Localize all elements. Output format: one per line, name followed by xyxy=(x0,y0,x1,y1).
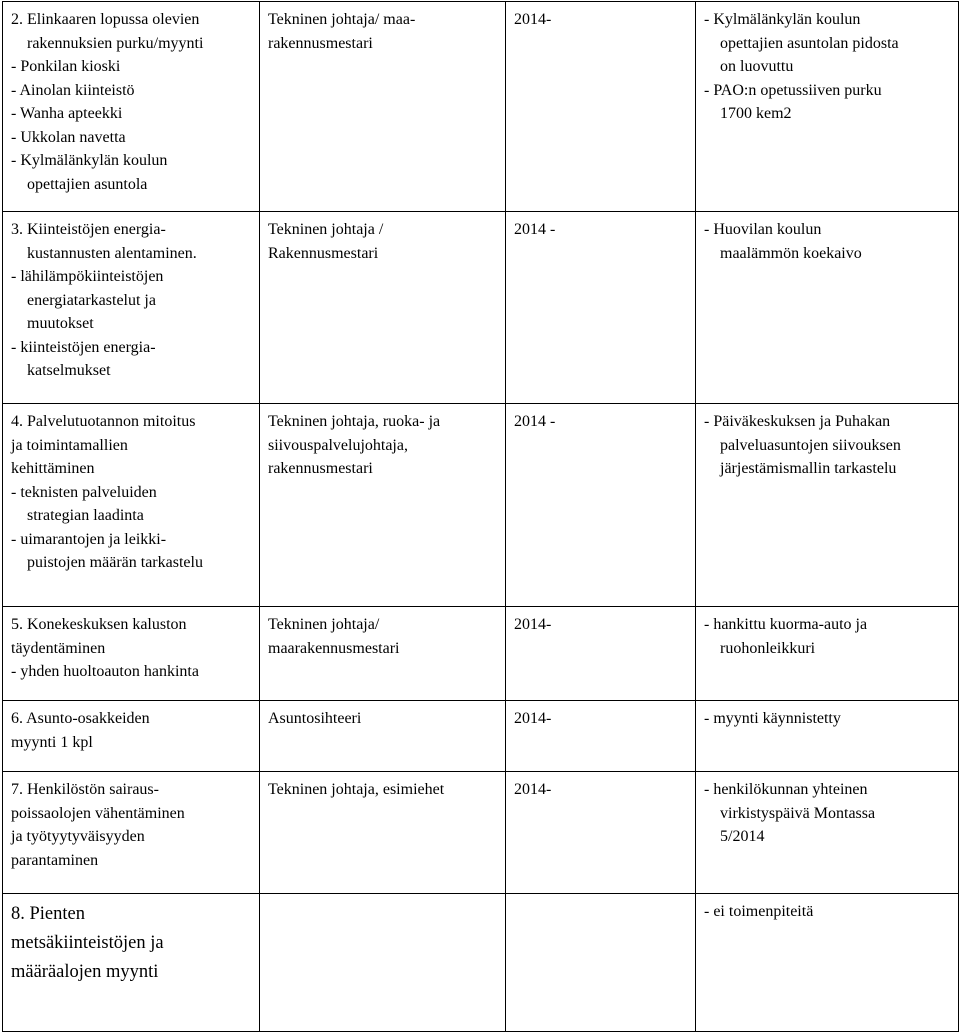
task-line: - Ponkilan kioski xyxy=(11,58,121,75)
task-cell xyxy=(3,404,260,607)
task-cell xyxy=(3,212,260,404)
status-line: - ei toimenpiteitä xyxy=(704,903,814,920)
action-plan-table xyxy=(2,1,959,1032)
status-cell xyxy=(696,212,959,404)
schedule-text: 2014- xyxy=(514,710,552,727)
status-line: palveluasuntojen siivouksen xyxy=(720,436,901,454)
task-line: ja toimintamallien xyxy=(11,436,128,454)
task-cell xyxy=(3,607,260,701)
task-line: strategian laadinta xyxy=(27,507,144,524)
task-line: - Ukkolan navetta xyxy=(11,128,126,146)
task-line: - Kylmälänkylän koulun xyxy=(11,152,168,169)
table-row xyxy=(3,772,959,894)
task-line: - yhden huoltoauton hankinta xyxy=(11,663,199,680)
task-line: - Wanha apteekki xyxy=(11,105,123,122)
task-line: 8. Pienten xyxy=(11,904,85,924)
status-line: - Päiväkeskuksen ja Puhakan xyxy=(704,413,891,430)
responsible-line: Tekninen johtaja, esimiehet xyxy=(268,781,445,798)
schedule-text: 2014- xyxy=(514,11,552,28)
responsible-line: Rakennusmestari xyxy=(268,244,379,262)
schedule-cell xyxy=(506,2,696,212)
status-cell xyxy=(696,772,959,894)
task-line: opettajien asuntola xyxy=(27,175,148,193)
task-line: - lähilämpökiinteistöjen xyxy=(11,268,164,285)
table-row xyxy=(3,607,959,701)
task-line: parantaminen xyxy=(11,851,99,869)
task-line: poissaolojen vähentäminen xyxy=(11,804,185,822)
status-cell xyxy=(696,701,959,772)
responsible-line: Tekninen johtaja/ xyxy=(268,616,380,633)
task-cell xyxy=(3,701,260,772)
schedule-cell xyxy=(506,701,696,772)
table-row xyxy=(3,701,959,772)
task-line: muutokset xyxy=(27,315,94,332)
responsible-line: rakennusmestari xyxy=(268,34,373,52)
task-line: myynti 1 kpl xyxy=(11,733,93,751)
responsible-line: Asuntosihteeri xyxy=(268,710,362,727)
status-line: järjestämismallin tarkastelu xyxy=(720,460,897,477)
task-line: määräalojen myynti xyxy=(11,962,159,982)
task-line: katselmukset xyxy=(27,362,111,379)
task-cell xyxy=(3,772,260,894)
schedule-text: 2014- xyxy=(514,781,552,798)
task-line: puistojen määrän tarkastelu xyxy=(27,554,203,571)
task-line: energiatarkastelut ja xyxy=(27,291,156,309)
task-line: täydentäminen xyxy=(11,639,106,657)
status-cell xyxy=(696,894,959,1032)
task-line: - kiinteistöjen energia- xyxy=(11,338,156,356)
task-line: 6. Asunto-osakkeiden xyxy=(11,710,150,727)
status-line: on luovuttu xyxy=(720,58,794,75)
schedule-text: 2014- xyxy=(514,616,552,633)
status-line: - henkilökunnan yhteinen xyxy=(704,781,868,798)
status-line: - hankittu kuorma-auto ja xyxy=(704,616,868,633)
responsible-cell xyxy=(260,894,506,1032)
task-line: rakennuksien purku/myynti xyxy=(27,34,204,52)
responsible-cell xyxy=(260,772,506,894)
schedule-cell xyxy=(506,772,696,894)
table-row xyxy=(3,2,959,212)
status-cell xyxy=(696,2,959,212)
schedule-cell xyxy=(506,607,696,701)
status-line: ruohonleikkuri xyxy=(720,639,816,657)
task-cell xyxy=(3,894,260,1032)
task-line: 3. Kiinteistöjen energia- xyxy=(11,221,166,238)
schedule-text: 2014 - xyxy=(514,413,556,430)
status-line: - PAO:n opetussiiven purku xyxy=(704,81,882,99)
task-line: ja työtyytyväisyyden xyxy=(11,828,145,845)
task-line: 4. Palvelutuotannon mitoitus xyxy=(11,413,196,430)
task-line: kustannusten alentaminen. xyxy=(27,244,197,262)
responsible-cell xyxy=(260,607,506,701)
responsible-cell xyxy=(260,212,506,404)
task-line: kehittäminen xyxy=(11,460,95,477)
status-line: - Huovilan koulun xyxy=(704,221,822,238)
task-line: 2. Elinkaaren lopussa olevien xyxy=(11,11,200,28)
status-line: 1700 kem2 xyxy=(720,105,792,122)
responsible-cell xyxy=(260,404,506,607)
table-row xyxy=(3,404,959,607)
status-line: - myynti käynnistetty xyxy=(704,710,841,727)
task-line: 7. Henkilöstön sairaus- xyxy=(11,781,159,798)
status-line: virkistyspäivä Montassa xyxy=(720,804,876,822)
table-row xyxy=(3,212,959,404)
status-cell xyxy=(696,404,959,607)
responsible-line: maarakennusmestari xyxy=(268,639,400,657)
status-line: - Kylmälänkylän koulun xyxy=(704,11,861,28)
status-line: maalämmön koekaivo xyxy=(720,244,862,262)
status-cell xyxy=(696,607,959,701)
responsible-cell xyxy=(260,2,506,212)
task-line: - uimarantojen ja leikki- xyxy=(11,530,167,548)
task-line: metsäkiinteistöjen ja xyxy=(11,933,164,953)
task-line: 5. Konekeskuksen kaluston xyxy=(11,616,187,633)
schedule-text: 2014 - xyxy=(514,221,556,238)
status-line: opettajien asuntolan pidosta xyxy=(720,34,899,52)
responsible-line: rakennusmestari xyxy=(268,460,373,477)
responsible-line: Tekninen johtaja/ maa- xyxy=(268,11,416,28)
task-line: - Ainolan kiinteistö xyxy=(11,81,135,99)
schedule-cell xyxy=(506,894,696,1032)
responsible-line: Tekninen johtaja, ruoka- ja xyxy=(268,413,441,430)
task-cell xyxy=(3,2,260,212)
table-row xyxy=(3,894,959,1032)
task-line: - teknisten palveluiden xyxy=(11,483,157,501)
status-line: 5/2014 xyxy=(720,828,765,845)
responsible-line: siivouspalvelujohtaja, xyxy=(268,436,408,454)
responsible-cell xyxy=(260,701,506,772)
schedule-cell xyxy=(506,212,696,404)
schedule-cell xyxy=(506,404,696,607)
responsible-line: Tekninen johtaja / xyxy=(268,221,384,238)
